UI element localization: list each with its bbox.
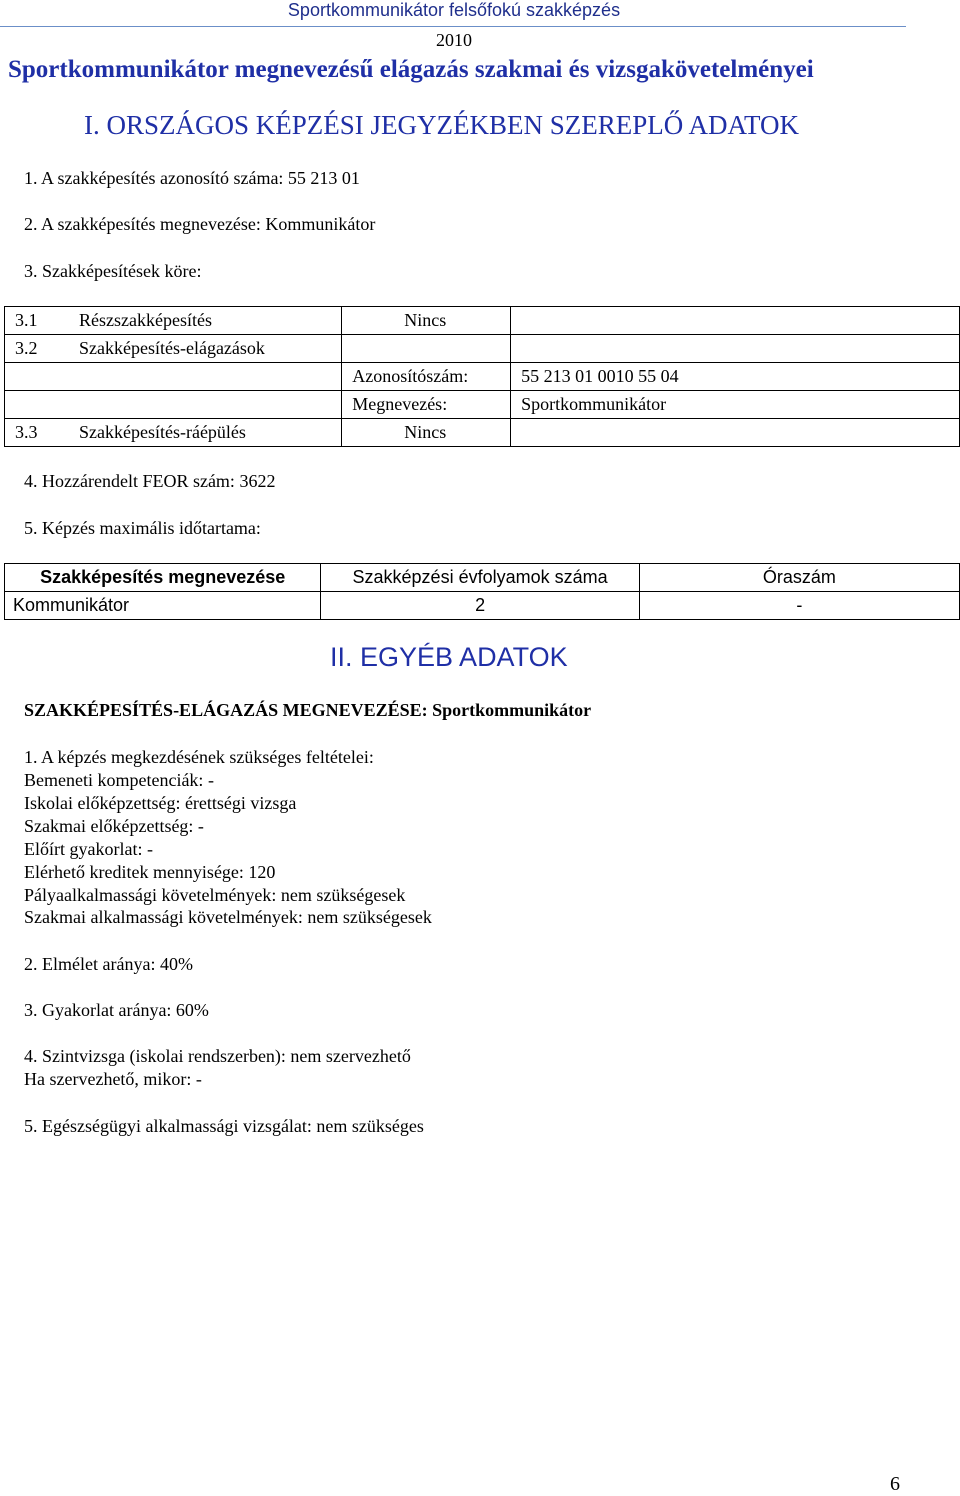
requirement-line: Iskolai előképzettség: érettségi vizsga (24, 793, 297, 813)
requirement-line: Szakmai alkalmassági követelmények: nem szükségesek (24, 907, 432, 927)
table-cell (5, 307, 342, 335)
table-row (5, 335, 960, 363)
item-3-scope: 3. Szakképesítések köre: (24, 261, 202, 281)
table-cell (511, 307, 960, 335)
table-row (5, 592, 960, 620)
requirement-line: Elérhető kreditek mennyisége: 120 (24, 862, 276, 882)
item-2-name: 2. A szakképesítés megnevezése: Kommunikátor (24, 214, 376, 234)
table-header-row (5, 564, 960, 592)
table-cell (511, 335, 960, 363)
running-header-year: 2010 (436, 30, 472, 50)
column-header: Óraszám (639, 564, 959, 592)
section-1-title: I. ORSZÁGOS KÉPZÉSI JEGYZÉKBEN SZEREPLŐ ADATOK (84, 110, 800, 140)
requirement-line: Pályaalkalmassági követelmények: nem szükségesek (24, 885, 406, 905)
field-label: Azonosítószám: (342, 363, 511, 391)
table-row (5, 419, 960, 447)
table-cell: Kommunikátor (5, 592, 321, 620)
table-cell: 2 (321, 592, 639, 620)
table-cell (5, 419, 342, 447)
column-header: Szakképesítés megnevezése (5, 564, 321, 592)
running-header-title: Sportkommunikátor felsőfokú szakképzés (287, 0, 621, 20)
row-value: Nincs (342, 307, 511, 335)
row-number: 3.2 (15, 338, 38, 358)
header-rule (0, 26, 906, 27)
table-cell (342, 335, 511, 363)
field-label: Megnevezés: (342, 391, 511, 419)
requirements-heading: 1. A képzés megkezdésének szükséges feltételei: (24, 747, 374, 767)
health-check: 5. Egészségügyi alkalmassági vizsgálat: nem szükséges (24, 1116, 424, 1136)
requirement-line: Bemeneti kompetenciák: - (24, 770, 214, 790)
table-cell: - (639, 592, 959, 620)
row-number: 3.1 (15, 310, 38, 330)
branch-name-heading: SZAKKÉPESÍTÉS-ELÁGAZÁS MEGNEVEZÉSE: Sportkommunikátor (24, 700, 592, 720)
item-4-feor: 4. Hozzárendelt FEOR szám: 3622 (24, 471, 276, 491)
qualification-scope-table (4, 306, 960, 447)
practice-ratio: 3. Gyakorlat aránya: 60% (24, 1000, 209, 1020)
row-number: 3.3 (15, 422, 38, 442)
table-cell (5, 363, 342, 391)
item-5-duration: 5. Képzés maximális időtartama: (24, 518, 261, 538)
table-cell (5, 391, 342, 419)
page-number: 6 (890, 1473, 900, 1495)
duration-table (4, 563, 960, 620)
level-exam: 4. Szintvizsga (iskolai rendszerben): nem szervezhető (24, 1046, 411, 1066)
item-1-identifier: 1. A szakképesítés azonosító száma: 55 213 01 (24, 168, 360, 188)
theory-ratio: 2. Elmélet aránya: 40% (24, 954, 193, 974)
document-title: Sportkommunikátor megnevezésű elágazás szakmai és vizsgakövetelményei (8, 56, 814, 83)
level-exam-when: Ha szervezhető, mikor: - (24, 1069, 202, 1089)
table-row (5, 391, 960, 419)
table-row (5, 363, 960, 391)
requirement-line: Előírt gyakorlat: - (24, 839, 153, 859)
table-cell (511, 419, 960, 447)
column-header: Szakképzési évfolyamok száma (321, 564, 639, 592)
field-value: 55 213 01 0010 55 04 (511, 363, 960, 391)
section-2-title: II. EGYÉB ADATOK (330, 642, 568, 672)
field-value: Sportkommunikátor (511, 391, 960, 419)
row-label: Részszakképesítés (79, 310, 212, 330)
row-label: Szakképesítés-ráépülés (79, 422, 246, 442)
row-label: Szakképesítés-elágazások (79, 338, 265, 358)
table-row (5, 307, 960, 335)
table-cell (5, 335, 342, 363)
requirement-line: Szakmai előképzettség: - (24, 816, 204, 836)
row-value: Nincs (342, 419, 511, 447)
